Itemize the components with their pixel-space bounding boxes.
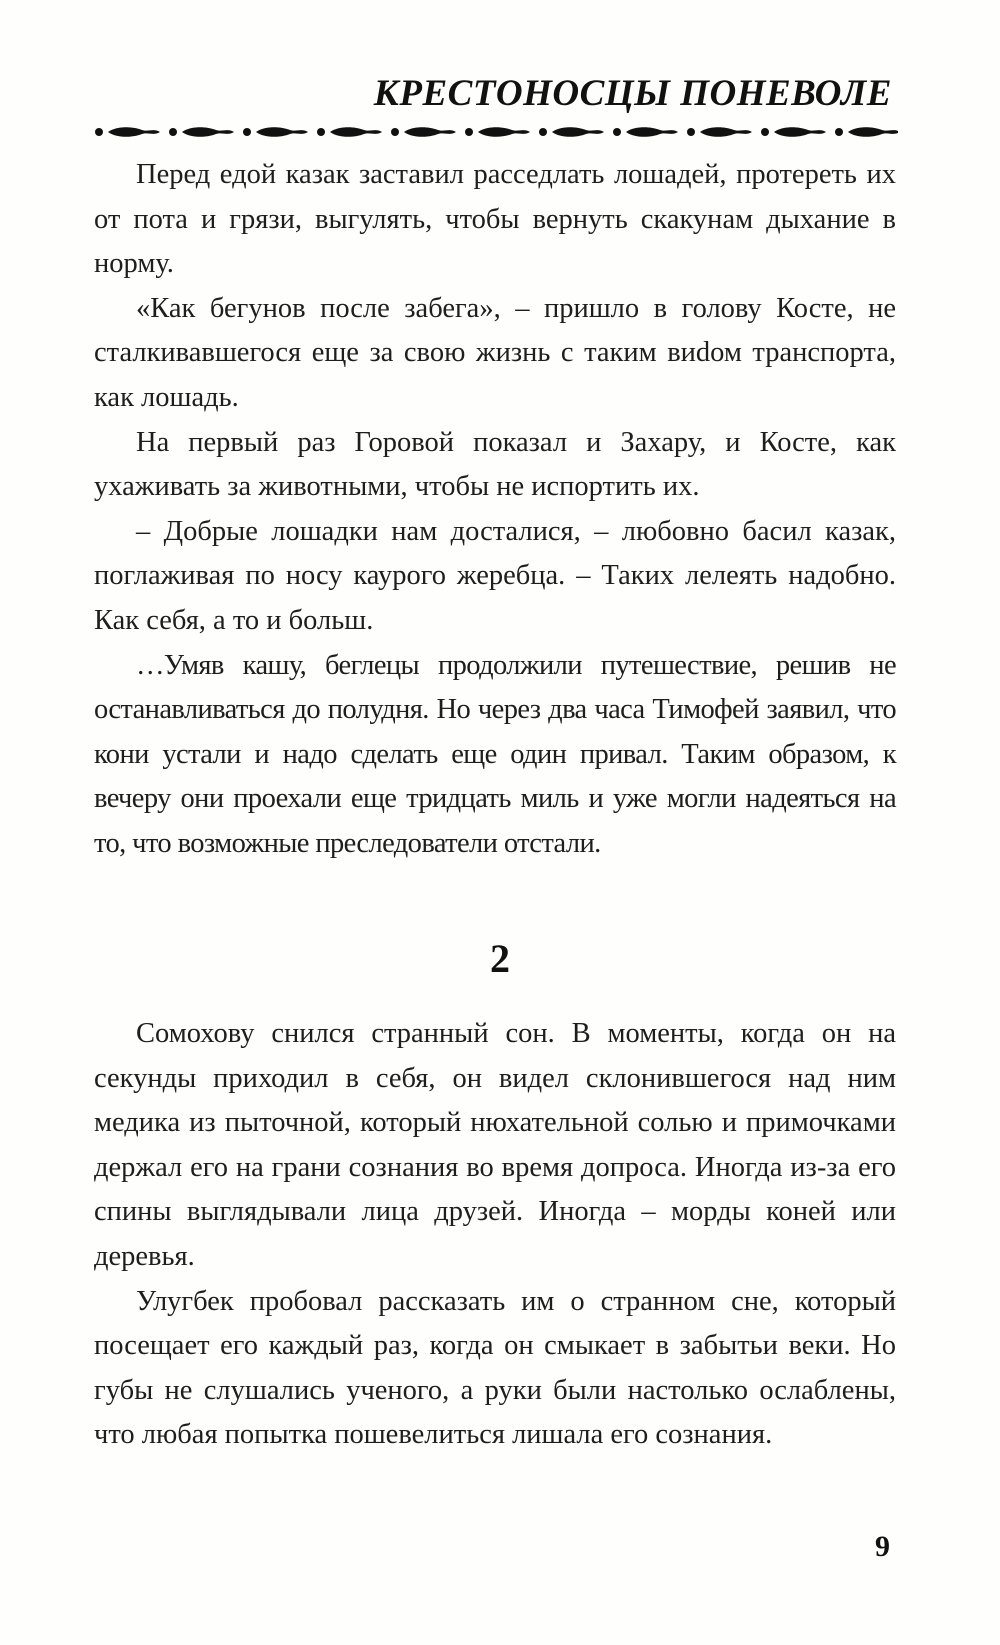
paragraph: Перед едой казак заставил расседлать лошадей, протереть их от пота и грязи, выгулять, чтобы вернуть скакунам дыхание в норму. — [94, 159, 896, 280]
paragraph: «Как бегунов после забега», – пришло в голову Косте, не сталкивавшегося еще за свою жизнь с таким виdом транспорта, как лошадь. — [94, 292, 896, 413]
paragraph: На первый раз Горовой показал и Захару, и Косте, как ухаживать за животными, чтобы не испортить их. — [94, 426, 896, 503]
running-title: КРЕСТОНОСЦЫ ПОНЕВОЛЕ — [373, 73, 892, 114]
chapter-number: 2 — [490, 936, 510, 981]
paragraph: …Умяв кашу, беглецы продолжили путешествие, решив не останавливаться до полудня. Но через два часа Тимофей заявил, что кони устали и надо сделать еще один привал. Таким образом, к вечеру они проехали еще тридцать миль и уже могли надеяться на то, что возможные преследователи отстали. — [94, 649, 896, 859]
paragraph: Улугбек пробовал рассказать им о странном сне, который посещает его каждый раз, когда он смыкает в забытьи веки. Но губы не слушались ученого, а руки были настолько ослаблены, что любая попытка пошевелиться лишала его сознания. — [94, 1285, 896, 1451]
section-2-text — [94, 1012, 896, 1458]
paragraph: – Добрые лошадки нам досталися, – любовно басил казак, поглаживая по носу каурого жеребца. – Таких лелеять надобно. Как себя, а то и больш. — [94, 515, 896, 636]
paragraph: Сомохову снился странный сон. В моменты, когда он на секунды приходил в себя, он видел склонившегося над ним медика из пыточной, который нюхательной солью и примочками держал его на грани сознания во время допроса. Иногда из-за его спины выглядывали лица друзей. Иногда – морды коней или деревья. — [94, 1018, 896, 1272]
page-number: 9 — [875, 1530, 890, 1563]
ornamental-rule — [92, 124, 898, 140]
section-1-text — [94, 153, 896, 867]
